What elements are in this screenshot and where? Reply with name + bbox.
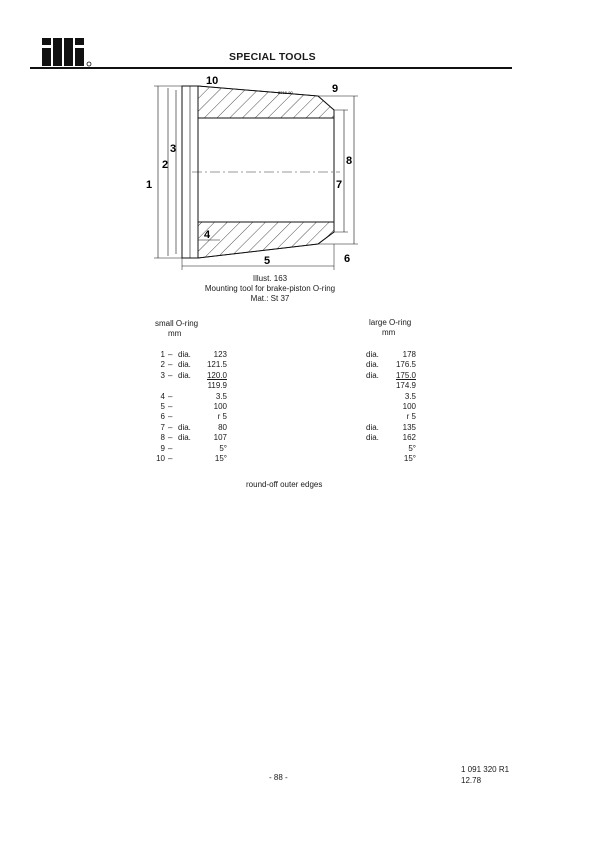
row-dash: – xyxy=(168,454,173,463)
row-index: 5 xyxy=(160,402,165,411)
row-dash: – xyxy=(168,350,173,359)
row-value-large: 100 xyxy=(402,402,416,411)
label-9: 9 xyxy=(332,83,339,95)
row-value-small: 119.9 xyxy=(207,381,227,391)
row-value-small: 123 xyxy=(213,350,227,359)
row-value-small: 121.5 xyxy=(206,360,227,370)
row-index: 9 xyxy=(160,443,165,453)
row-index: 4 xyxy=(160,391,165,401)
row-prefix-large: dia. xyxy=(366,433,379,443)
document-date: 12.78 xyxy=(461,776,482,785)
row-index: 7 xyxy=(160,422,165,432)
row-value-large: 3.5 xyxy=(404,391,416,401)
row-value-large: 135 xyxy=(402,422,416,432)
row-value-large: 176.5 xyxy=(395,360,416,370)
caption-material: Mat.: St 37 xyxy=(250,294,290,303)
label-8: 8 xyxy=(346,155,353,167)
row-index: 8 xyxy=(160,433,165,443)
row-value-large: 15° xyxy=(403,454,416,463)
row-dash: – xyxy=(168,433,173,443)
row-index: 2 xyxy=(160,360,165,370)
row-value-large: 175.0 xyxy=(395,370,416,380)
row-dash: – xyxy=(168,391,173,401)
row-index: 1 xyxy=(160,350,165,359)
row-value-large: 5° xyxy=(408,443,416,453)
row-prefix-large: dia. xyxy=(366,422,379,432)
note-text: round-off outer edges xyxy=(246,480,323,489)
header-rule xyxy=(30,67,512,69)
mounting-tool-drawing xyxy=(148,72,368,272)
row-value-small: 5° xyxy=(219,443,227,453)
row-value-small: 100 xyxy=(213,402,227,411)
row-dash: – xyxy=(168,412,173,422)
label-2: 2 xyxy=(162,159,169,171)
row-index: 3 xyxy=(160,370,165,380)
row-prefix: dia. xyxy=(178,350,191,359)
right-unit: mm xyxy=(382,328,396,337)
row-prefix-large: dia. xyxy=(366,370,379,380)
row-prefix: dia. xyxy=(178,433,191,443)
row-value-large: r 5 xyxy=(406,412,416,422)
right-heading: large O-ring xyxy=(369,318,412,327)
row-prefix-large: dia. xyxy=(366,350,379,359)
row-dash: – xyxy=(168,422,173,432)
label-10: 10 xyxy=(206,75,219,87)
row-value-large: 162 xyxy=(402,433,416,443)
row-dash: – xyxy=(168,443,173,453)
part-stamp: 2318-90 xyxy=(278,90,293,95)
row-value-small: r 5 xyxy=(217,412,227,422)
label-3: 3 xyxy=(170,143,177,155)
row-value-large: 178 xyxy=(402,350,416,359)
row-prefix: dia. xyxy=(178,370,191,380)
row-dash: – xyxy=(168,402,173,411)
label-7: 7 xyxy=(336,179,343,191)
page-title: SPECIAL TOOLS xyxy=(229,51,316,63)
label-4: 4 xyxy=(204,229,211,241)
row-prefix: dia. xyxy=(178,360,191,370)
label-5: 5 xyxy=(264,255,271,267)
row-dash: – xyxy=(168,370,173,380)
caption-number: Illust. 163 xyxy=(252,274,288,283)
document-number: 1 091 320 R1 xyxy=(461,765,510,774)
ih-logo-icon xyxy=(38,34,94,68)
row-dash: – xyxy=(168,360,173,370)
row-value-small: 3.5 xyxy=(215,391,227,401)
row-value-small: 120.0 xyxy=(206,370,227,380)
row-value-small: 80 xyxy=(218,422,227,432)
row-value-small: 15° xyxy=(214,454,227,463)
label-6: 6 xyxy=(344,253,351,265)
left-heading: small O-ring xyxy=(155,319,199,328)
row-value-large: 174.9 xyxy=(395,381,416,391)
row-index: 6 xyxy=(160,412,165,422)
row-index: 10 xyxy=(156,454,165,463)
row-prefix-large: dia. xyxy=(366,360,379,370)
page-number: - 88 - xyxy=(269,773,288,782)
row-prefix: dia. xyxy=(178,422,191,432)
caption-title: Mounting tool for brake-piston O-ring xyxy=(204,284,336,293)
row-value-small: 107 xyxy=(213,433,227,443)
left-unit: mm xyxy=(168,329,182,338)
label-1: 1 xyxy=(146,179,153,191)
